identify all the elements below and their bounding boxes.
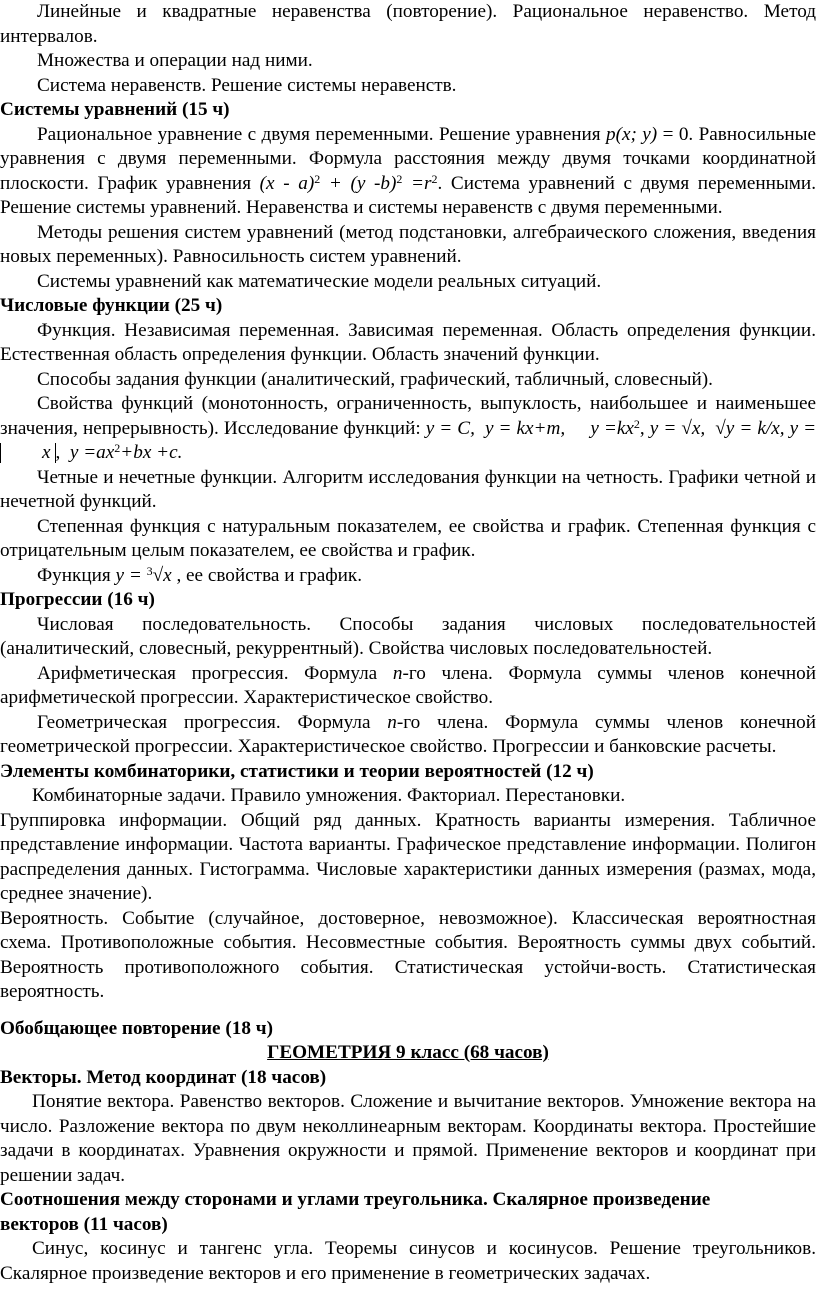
heading-geometry-grade-9: ГЕОМЕТРИЯ 9 класс (68 часов) [267,1042,549,1063]
spacer [0,1005,816,1017]
paragraph-combinatorial-problems: Комбинаторные задачи. Правило умножения. Факториал. Перестановки. [32,785,626,806]
paragraph-even-odd: Четные и нечетные функции. Алгоритм исследования функции на четность. Графики четной и нечетной функций. [0,466,816,512]
paragraph-linear-inequalities: Линейные и квадратные неравенства (повторение). Рациональное неравенство. Метод интервалов. [0,1,816,47]
heading-triangle-relations: Соотношения между сторонами и углами треугольника. Скалярное произведение [0,1189,711,1210]
paragraph-probability: Вероятность. Событие (случайное, достоверное, невозможное). Классическая вероятностная схема. Противоположные события. Несовместные события. Вероятность суммы двух событий. Вероятность противоположного события. Статистическая устойчи-вость. Статистическая вероятность. [0,907,816,1002]
heading-systems-of-equations: Системы уравнений (15 ч) [0,99,230,120]
paragraph-solving-methods: Методы решения систем уравнений (метод подстановки, алгебраического сложения, введения новых переменных). Равносильность систем уравнений. [0,221,816,267]
paragraph-arithmetic-progression: Арифметическая прогрессия. Формула n-го члена. Формула суммы членов конечной арифметической прогрессии. Характеристическое свойство. [0,662,816,708]
paragraph-sine-cosine: Синус, косинус и тангенс угла. Теоремы синусов и косинусов. Решение треугольников. Скалярное произведение векторов и его применение в геометрических задачах. [0,1238,816,1284]
paragraph-data-grouping: Группировка информации. Общий ряд данных. Кратность варианты измерения. Табличное представление информации. Частота варианты. Графическое представление информации. Полигон распределения данных. Гистограмма. Числовые характеристики данных измерения (размах, мода, среднее значение). [0,809,816,904]
paragraph-function-properties: Свойства функций (монотонность, ограниченность, выпуклость, наибольшее и наименьшее значения, непрерывность). Исследование функций: y = C, y = kx+m, $y =kx^2$, y = √x, √y = k/x, y =x , $y =ax^2+bx +c$. [0,393,816,463]
heading-vectors: Векторы. Метод координат (18 часов) [0,1066,327,1088]
paragraph-sets: Множества и операции над ними. [37,50,313,71]
paragraph-power-function: Степенная функция с натуральным показателем, ее свойства и график. Степенная функция с отрицательным целым показателем, ее свойства и график. [0,515,816,561]
paragraph-geometric-progression: Геометрическая прогрессия. Формула n-го члена. Формула суммы членов конечной геометрической прогрессии. Характеристическое свойство. Прогрессии и банковские расчеты. [0,711,816,757]
paragraph-cube-root-function: Функция y = $^3$√x , ее свойства и график. [37,563,363,586]
paragraph-vectors: Понятие вектора. Равенство векторов. Сложение и вычитание векторов. Умножение вектора на число. Разложение вектора по двум неколлинеарным векторам. Координаты вектора. Простейшие задачи в координатах. Уравнения окружности и прямой. Применение векторов и координат при решении задач. [0,1091,816,1186]
paragraph-rational-equation: Рациональное уравнение с двумя переменными. Решение уравнения p(x; y) = 0. Равносильные уравнения с двумя переменными. Формула расстояния между двумя точками координатной плоскости. График уравнения (x - a)$^2$ + (y $-b)^2 =r^2$. Система уравнений с двумя переменными. Решение системы уравнений. Неравенства и системы неравенств с двумя переменными. [0,123,816,218]
heading-triangle-relations-cont: векторов (11 часов) [0,1213,168,1235]
heading-numeric-functions: Числовые функции (25 ч) [0,295,223,316]
paragraph-sequences: Числовая последовательность. Способы задания числовых последовательностей (аналитический, словесный, рекуррентный). Свойства числовых последовательностей. [0,613,816,659]
paragraph-function-methods: Способы задания функции (аналитический, графический, табличный, словесный). [37,368,713,390]
heading-general-review: Обобщающее повторение (18 ч) [0,1017,273,1039]
paragraph-models: Системы уравнений как математические модели реальных ситуаций. [37,270,602,292]
paragraph-inequality-systems: Система неравенств. Решение системы неравенств. [37,74,457,96]
paragraph-function-definition: Функция. Независимая переменная. Зависимая переменная. Область определения функции. Естественная область определения функции. Область значений функции. [0,319,816,365]
heading-progressions: Прогрессии (16 ч) [0,589,155,610]
heading-combinatorics: Элементы комбинаторики, статистики и теории вероятностей (12 ч) [0,760,594,782]
